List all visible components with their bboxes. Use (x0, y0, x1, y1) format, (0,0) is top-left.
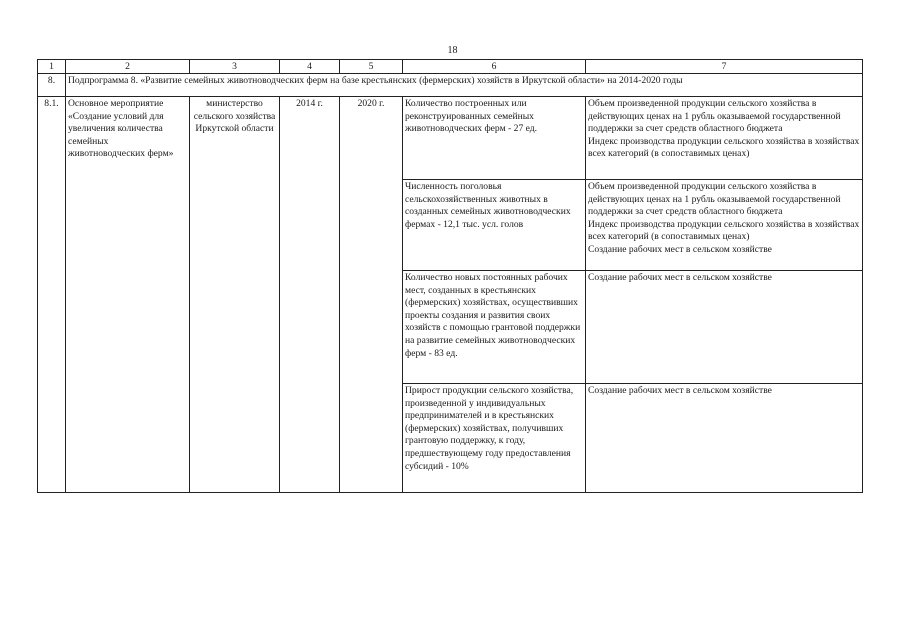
subprogram-row (38, 74, 863, 97)
indicator-cell: Количество новых постоянных рабочих мест, созданных в крестьянских (фермерских) хозяйствах, осуществивших проекты создания и развития своих хозяйств с помощью грантовой поддержки на развитие семейных животноводческих ферм - 83 ед. (403, 271, 586, 384)
page-number: 18 (447, 45, 458, 56)
column-number-row (38, 60, 863, 74)
column-number: 2 (66, 60, 190, 74)
column-number: 7 (586, 60, 863, 74)
measure-name: Основное мероприятие «Создание условий для увеличения количества семейных животноводческих ферм» (66, 97, 190, 493)
measure-number: 8.1. (38, 97, 66, 493)
subprogram-number: 8. (38, 74, 66, 97)
effect-item: Создание рабочих мест в сельском хозяйстве (588, 243, 772, 255)
effect-item: Индекс производства продукции сельского хозяйства в хозяйствах всех категорий (в сопоставимых ценах) (588, 218, 860, 243)
column-number: 4 (280, 60, 340, 74)
measure-start-year: 2014 г. (280, 97, 340, 493)
effect-item: Индекс производства продукции сельского хозяйства в хозяйствах всех категорий (в сопоставимых ценах) (588, 135, 860, 160)
measure-executor: министерство сельского хозяйства Иркутской области (190, 97, 280, 493)
measure-end-year: 2020 г. (340, 97, 403, 493)
indicator-cell: Прирост продукции сельского хозяйства, произведенной у индивидуальных предпринимателей и в крестьянских (фермерских) хозяйствах, получивших грантовую поддержку, к году, предшествующему году предоставления субсидий - 10% (403, 384, 586, 493)
effect-item: Создание рабочих мест в сельском хозяйстве (588, 385, 772, 396)
column-number: 1 (38, 60, 66, 74)
program-table (37, 59, 863, 493)
effect-item: Создание рабочих мест в сельском хозяйстве (588, 272, 772, 283)
column-number: 3 (190, 60, 280, 74)
indicator-cell: Количество построенных или реконструированных семейных животноводческих ферм - 27 ед. (403, 97, 586, 180)
effect-item: Объем произведенной продукции сельского хозяйства в действующих ценах на 1 рубль оказываемой государственной поддержки за счет средств областного бюджета (588, 98, 841, 135)
column-number: 5 (340, 60, 403, 74)
effect-item: Объем произведенной продукции сельского хозяйства в действующих ценах на 1 рубль оказываемой государственной поддержки за счет средств областного бюджета (588, 181, 841, 218)
table-row (38, 97, 863, 180)
subprogram-title: Подпрограмма 8. «Развитие семейных животноводческих ферм на базе крестьянских (фермерских) хозяйств в Иркутской области» на 2014-2020 годы (66, 74, 863, 97)
effect-cell (586, 97, 863, 180)
column-number: 6 (403, 60, 586, 74)
effect-cell (586, 384, 863, 493)
effect-cell (586, 180, 863, 271)
indicator-cell: Численность поголовья сельскохозяйственных животных в созданных семейных животноводческих фермах - 12,1 тыс. усл. голов (403, 180, 586, 271)
effect-cell (586, 271, 863, 384)
